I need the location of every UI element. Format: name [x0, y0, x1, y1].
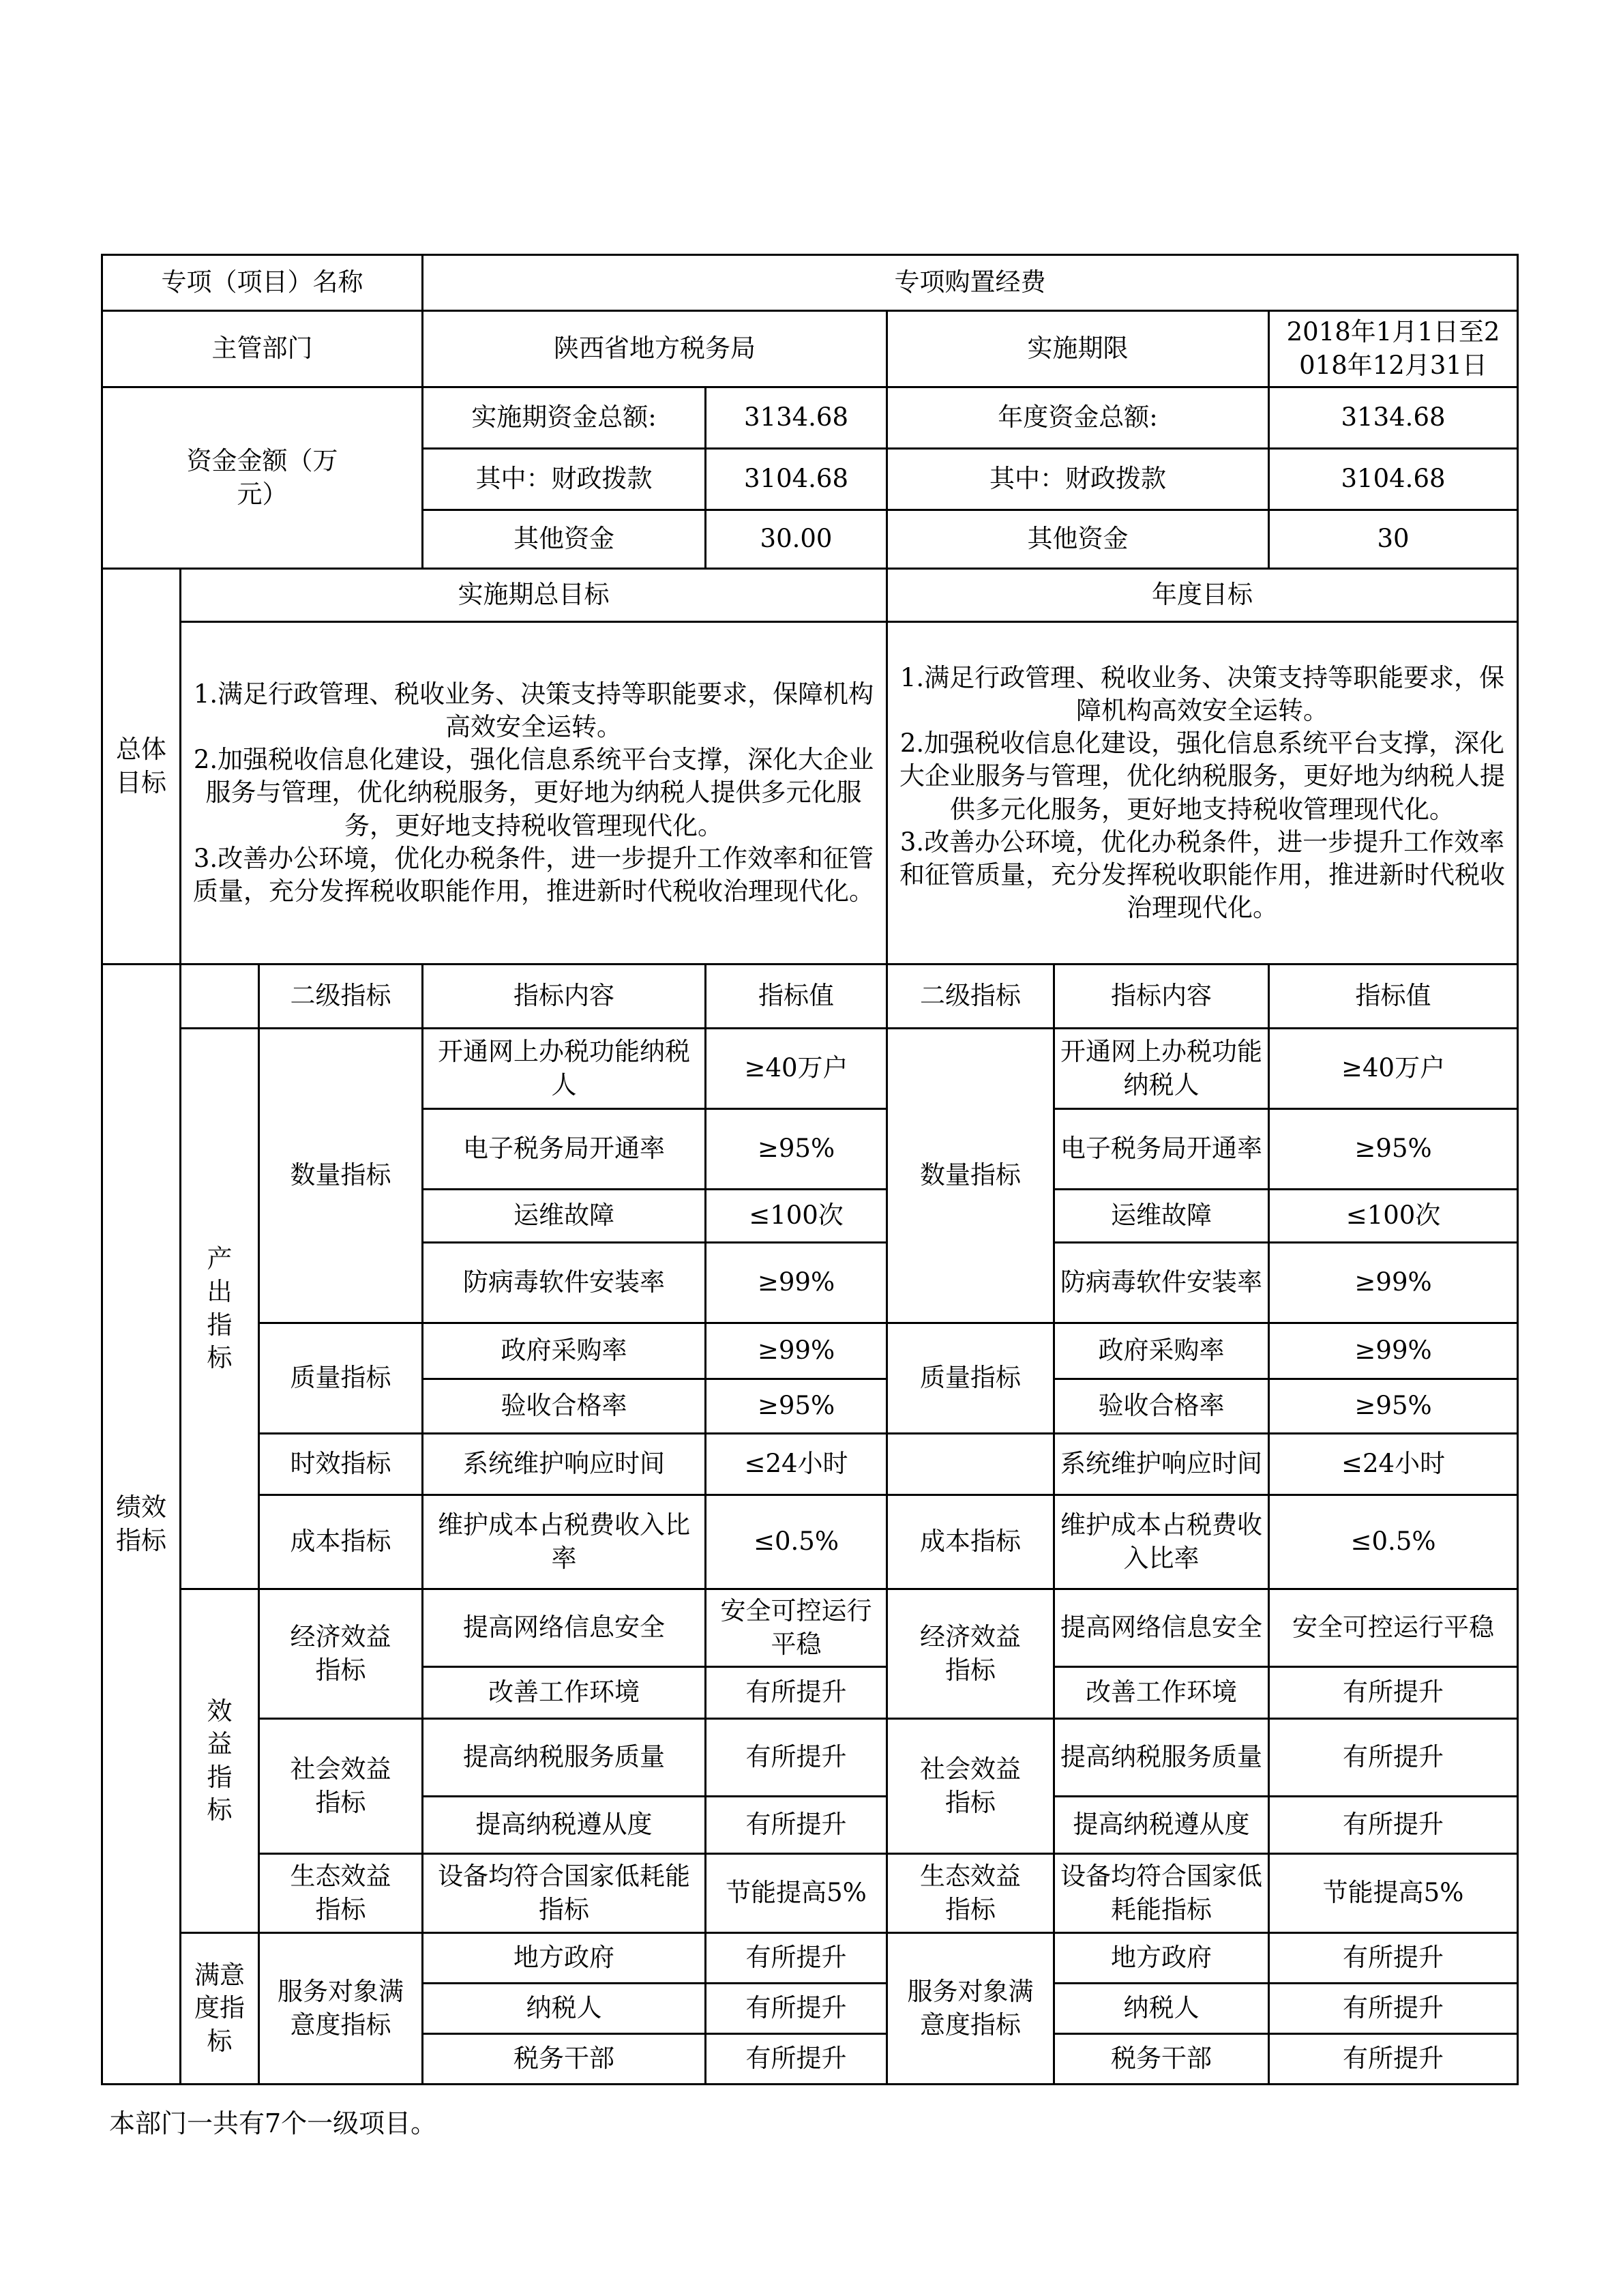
indicator-value-right: 有所提升 [1269, 2034, 1518, 2085]
indicator-value-right: ≥95% [1269, 1109, 1518, 1190]
indicator-value: 安全可控运行平稳 [706, 1589, 887, 1667]
period-label: 实施期限 [887, 311, 1269, 387]
indicator-value: 有所提升 [706, 1667, 887, 1719]
output-indicator-label: 产出指标 [181, 1029, 259, 1589]
cost-label: 成本指标 [259, 1495, 423, 1589]
indicator-content-right: 系统维护响应时间 [1054, 1434, 1269, 1495]
quantity-label: 数量指标 [259, 1029, 423, 1323]
benefit-indicator-label: 效益指标 [181, 1589, 259, 1933]
indicator-value: 有所提升 [706, 2034, 887, 2085]
funds-total-label: 实施期资金总额: [423, 387, 706, 449]
indicator-value-right: 有所提升 [1269, 1933, 1518, 1984]
indicator-content: 提高纳税服务质量 [423, 1719, 706, 1797]
goals-period-item: 3.改善办公环境，优化办税条件，进一步提升工作效率和征管质量，充分发挥税收职能作用，推进新时代税收治理现代化。 [193, 843, 874, 906]
goals-period-text [181, 622, 887, 965]
indicator-content-right: 运维故障 [1054, 1190, 1269, 1243]
indicator-content-right: 提高纳税遵从度 [1054, 1797, 1269, 1854]
indicator-content: 维护成本占税费收入比率 [423, 1495, 706, 1589]
goals-annual-item: 3.改善办公环境，优化办税条件，进一步提升工作效率和征管质量，充分发挥税收职能作用，推进新时代税收治理现代化。 [899, 827, 1506, 922]
header-secondary-right: 二级指标 [887, 965, 1054, 1029]
funds-annual-other-label: 其他资金 [887, 510, 1269, 569]
performance-goal-table [101, 254, 1519, 2085]
indicator-content-right: 电子税务局开通率 [1054, 1109, 1269, 1190]
project-name-value: 专项购置经费 [423, 255, 1518, 311]
timeliness-label-right [887, 1434, 1054, 1495]
indicator-content-right: 开通网上办税功能纳税人 [1054, 1029, 1269, 1109]
indicator-value-right: ≥99% [1269, 1323, 1518, 1379]
funds-annual-fiscal-value: 3104.68 [1269, 449, 1518, 510]
footnote: 本部门一共有7个一级项目。 [109, 2108, 437, 2138]
funds-fiscal-value: 3104.68 [706, 449, 887, 510]
cost-label-right: 成本指标 [887, 1495, 1054, 1589]
header-content: 指标内容 [423, 965, 706, 1029]
quality-label: 质量指标 [259, 1323, 423, 1434]
indicator-content-right: 验收合格率 [1054, 1379, 1269, 1434]
performance-header-blank [181, 965, 259, 1029]
indicator-value-right: ≥95% [1269, 1379, 1518, 1434]
indicator-value-right: ≤24小时 [1269, 1434, 1518, 1495]
indicator-content-right: 改善工作环境 [1054, 1667, 1269, 1719]
indicator-value: ≤100次 [706, 1190, 887, 1243]
indicator-value-right: ≥99% [1269, 1243, 1518, 1323]
indicator-content: 开通网上办税功能纳税人 [423, 1029, 706, 1109]
funds-annual-fiscal-label: 其中：财政拨款 [887, 449, 1269, 510]
social-label: 社会效益指标 [259, 1719, 423, 1854]
indicator-value-right: ≥40万户 [1269, 1029, 1518, 1109]
indicator-value: ≥40万户 [706, 1029, 887, 1109]
indicator-content-right: 地方政府 [1054, 1933, 1269, 1984]
indicator-content-right: 税务干部 [1054, 2034, 1269, 2085]
header-value-right: 指标值 [1269, 965, 1518, 1029]
economic-label: 经济效益指标 [259, 1589, 423, 1719]
funds-label: 资金金额（万元） [102, 387, 423, 569]
indicator-value: ≤24小时 [706, 1434, 887, 1495]
indicator-value: 有所提升 [706, 1933, 887, 1984]
indicator-value: 有所提升 [706, 1984, 887, 2034]
indicator-value-right: 有所提升 [1269, 1667, 1518, 1719]
indicator-content: 地方政府 [423, 1933, 706, 1984]
goals-annual-header: 年度目标 [887, 569, 1518, 622]
indicator-content: 电子税务局开通率 [423, 1109, 706, 1190]
indicator-content-right: 提高网络信息安全 [1054, 1589, 1269, 1667]
goals-period-item: 1.满足行政管理、税收业务、决策支持等职能要求，保障机构高效安全运转。 [193, 679, 874, 742]
indicator-content: 提高网络信息安全 [423, 1589, 706, 1667]
funds-other-label: 其他资金 [423, 510, 706, 569]
quantity-label-right: 数量指标 [887, 1029, 1054, 1323]
goals-period-item: 2.加强税收信息化建设，强化信息系统平台支撑，深化大企业服务与管理，优化纳税服务，更好地为纳税人提供多元化服务，更好地支持税收管理现代化。 [193, 745, 874, 840]
indicator-content-right: 政府采购率 [1054, 1323, 1269, 1379]
dept-value: 陕西省地方税务局 [423, 311, 887, 387]
indicator-content-right: 维护成本占税费收入比率 [1054, 1495, 1269, 1589]
indicator-value-right: 有所提升 [1269, 1984, 1518, 2034]
indicator-value: ≥95% [706, 1109, 887, 1190]
indicator-value: ≥95% [706, 1379, 887, 1434]
goals-annual-item: 1.满足行政管理、税收业务、决策支持等职能要求，保障机构高效安全运转。 [899, 663, 1505, 726]
indicator-value: 有所提升 [706, 1719, 887, 1797]
quality-label-right: 质量指标 [887, 1323, 1054, 1434]
goals-section-label: 总体目标 [102, 569, 181, 965]
indicator-content: 提高纳税遵从度 [423, 1797, 706, 1854]
goals-period-header: 实施期总目标 [181, 569, 887, 622]
indicator-value-right: 节能提高5% [1269, 1854, 1518, 1933]
indicator-content: 验收合格率 [423, 1379, 706, 1434]
indicator-value: ≥99% [706, 1323, 887, 1379]
funds-fiscal-label: 其中：财政拨款 [423, 449, 706, 510]
indicator-value-right: 有所提升 [1269, 1797, 1518, 1854]
indicator-value: ≥99% [706, 1243, 887, 1323]
project-name-label: 专项（项目）名称 [102, 255, 423, 311]
timeliness-label: 时效指标 [259, 1434, 423, 1495]
funds-annual-total-value: 3134.68 [1269, 387, 1518, 449]
dept-label: 主管部门 [102, 311, 423, 387]
indicator-content: 改善工作环境 [423, 1667, 706, 1719]
satisfaction-indicator-label: 满意度指标 [181, 1933, 259, 2085]
indicator-value: 节能提高5% [706, 1854, 887, 1933]
indicator-content: 防病毒软件安装率 [423, 1243, 706, 1323]
indicator-value-right: ≤100次 [1269, 1190, 1518, 1243]
indicator-content: 系统维护响应时间 [423, 1434, 706, 1495]
funds-annual-other-value: 30 [1269, 510, 1518, 569]
indicator-content: 政府采购率 [423, 1323, 706, 1379]
header-content-right: 指标内容 [1054, 965, 1269, 1029]
social-label-right: 社会效益指标 [887, 1719, 1054, 1854]
indicator-content-right: 纳税人 [1054, 1984, 1269, 2034]
indicator-content: 纳税人 [423, 1984, 706, 2034]
economic-label-right: 经济效益指标 [887, 1589, 1054, 1719]
indicator-value-right: 安全可控运行平稳 [1269, 1589, 1518, 1667]
performance-section-label: 绩效指标 [102, 965, 181, 2085]
indicator-content-right: 提高纳税服务质量 [1054, 1719, 1269, 1797]
indicator-content-right: 设备均符合国家低耗能指标 [1054, 1854, 1269, 1933]
indicator-value: ≤0.5% [706, 1495, 887, 1589]
indicator-content: 运维故障 [423, 1190, 706, 1243]
service-label-right: 服务对象满意度指标 [887, 1933, 1054, 2085]
header-value: 指标值 [706, 965, 887, 1029]
funds-total-value: 3134.68 [706, 387, 887, 449]
indicator-value-right: ≤0.5% [1269, 1495, 1518, 1589]
indicator-content: 设备均符合国家低耗能指标 [423, 1854, 706, 1933]
goals-annual-item: 2.加强税收信息化建设，强化信息系统平台支撑，深化大企业服务与管理，优化纳税服务，更好地为纳税人提供多元化服务，更好地支持税收管理现代化。 [899, 728, 1506, 824]
indicator-content-right: 防病毒软件安装率 [1054, 1243, 1269, 1323]
ecological-label-right: 生态效益指标 [887, 1854, 1054, 1933]
indicator-content: 税务干部 [423, 2034, 706, 2085]
header-secondary: 二级指标 [259, 965, 423, 1029]
service-label: 服务对象满意度指标 [259, 1933, 423, 2085]
indicator-value-right: 有所提升 [1269, 1719, 1518, 1797]
indicator-value: 有所提升 [706, 1797, 887, 1854]
funds-annual-total-label: 年度资金总额: [887, 387, 1269, 449]
ecological-label: 生态效益指标 [259, 1854, 423, 1933]
goals-annual-text [887, 622, 1518, 965]
period-value: 2018年1月1日至2018年12月31日 [1269, 311, 1518, 387]
funds-other-value: 30.00 [706, 510, 887, 569]
